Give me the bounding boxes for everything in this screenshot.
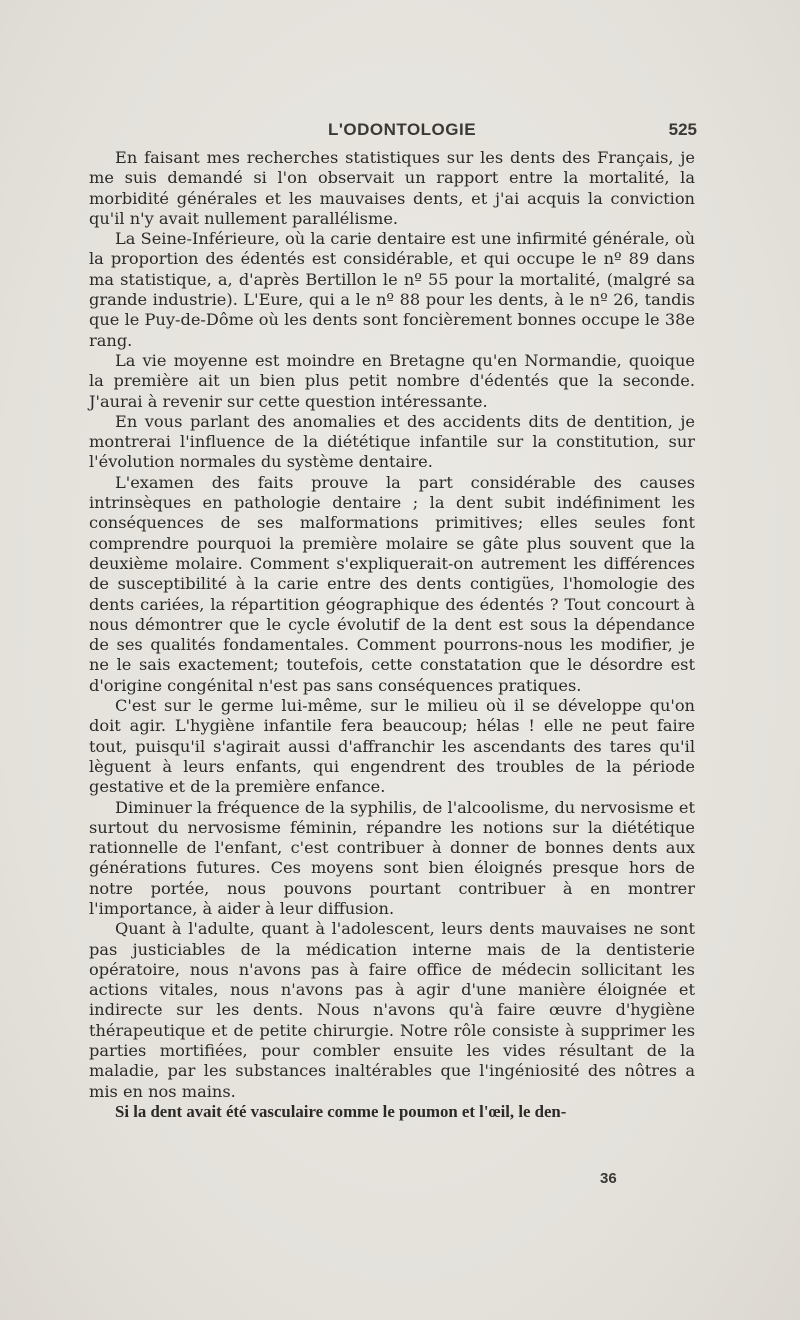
paragraph: L'examen des faits prouve la part considérable des causes intrinsèques en pathologie dentaire ; la dent subit indéfiniment les conséquences de ses malformations primitives; elles seules font comprendre pourquoi la première molaire se gâte plus souvent que la deuxième molaire. Comment s'expliquerait-on autrement les différences de susceptibilité à la carie entre des dents contigües, l'homologie des dents cariées, la répartition géographique des édentés ? Tout concourt à nous démontrer que le cycle évolutif de la dent est sous la dépendance de ses qualités fondamentales. Comment pourrons-nous les modifier, je ne le sais exactement; toutefois, cette constatation que le désordre est d'origine congénital n'est pas sans conséquences pratiques. <box>89 472 695 695</box>
page-number: 525 <box>668 120 697 139</box>
paragraph: Quant à l'adulte, quant à l'adolescent, leurs dents mauvaises ne sont pas justiciables de la médication interne mais de la dentisterie opératoire, nous n'avons pas à faire office de médecin sollicitant les actions vitales, nous n'avons pas à agir d'une manière éloignée et indirecte sur les dents. Nous n'avons qu'à faire œuvre d'hygiène thérapeutique et de petite chirurgie. Notre rôle consiste à supprimer les parties mortifiées, pour combler ensuite les vides résultant de la maladie, par les substances inaltérables que l'ingéniosité des nôtres a mis en nos mains. <box>89 919 695 1101</box>
paragraph: C'est sur le germe lui-même, sur le milieu où il se développe qu'on doit agir. L'hygiène infantile fera beaucoup; hélas ! elle ne peut faire tout, puisqu'il s'agirait aussi d'affranchir les ascendants des tares qu'il lèguent à leurs enfants, qui engendrent des troubles de la période gestative et de la première enfance. <box>89 696 695 797</box>
signature-mark: 36 <box>600 1170 617 1187</box>
paragraph: En vous parlant des anomalies et des accidents dits de dentition, je montrerai l'influence de la diététique infantile sur la constitution, sur l'évolution normales du système dentaire. <box>89 411 695 472</box>
paragraph: Diminuer la fréquence de la syphilis, de l'alcoolisme, du nervosisme et surtout du nervosisme féminin, répandre les notions sur la diététique rationnelle de l'enfant, c'est contribuer à donner de bonnes dents aux générations futures. Ces moyens sont bien éloignés presque hors de notre portée, nous pouvons pourtant contribuer à en montrer l'importance, à aider à leur diffusion. <box>89 797 695 918</box>
running-title: L'ODONTOLOGIE <box>327 120 477 139</box>
paragraph: Si la dent avait été vasculaire comme le poumon et l'œil, le den- <box>115 1101 567 1121</box>
page-header <box>107 120 697 142</box>
body-text <box>89 148 695 1122</box>
paragraph: En faisant mes recherches statistiques sur les dents des Français, je me suis demandé si l'on observait un rapport entre la mortalité, la morbidité générales et les mauvaises dents, et j'ai acquis la conviction qu'il n'y avait nullement parallélisme. <box>89 148 695 228</box>
paragraph: La vie moyenne est moindre en Bretagne qu'en Normandie, quoique la première ait un bien plus petit nombre d'édentés que la seconde. J'aurai à revenir sur cette question intéressante. <box>89 350 695 411</box>
paragraph: La Seine-Inférieure, où la carie dentaire est une infirmité générale, où la proportion des édentés est considérable, et qui occupe le nº 89 dans ma statistique, a, d'après Bertillon le nº 55 pour la mortalité, (malgré sa grande industrie). L'Eure, qui a le nº 88 pour les dents, à le nº 26, tandis que le Puy-de-Dôme où les dents sont foncièrement bonnes occupe le 38e rang. <box>89 229 695 350</box>
